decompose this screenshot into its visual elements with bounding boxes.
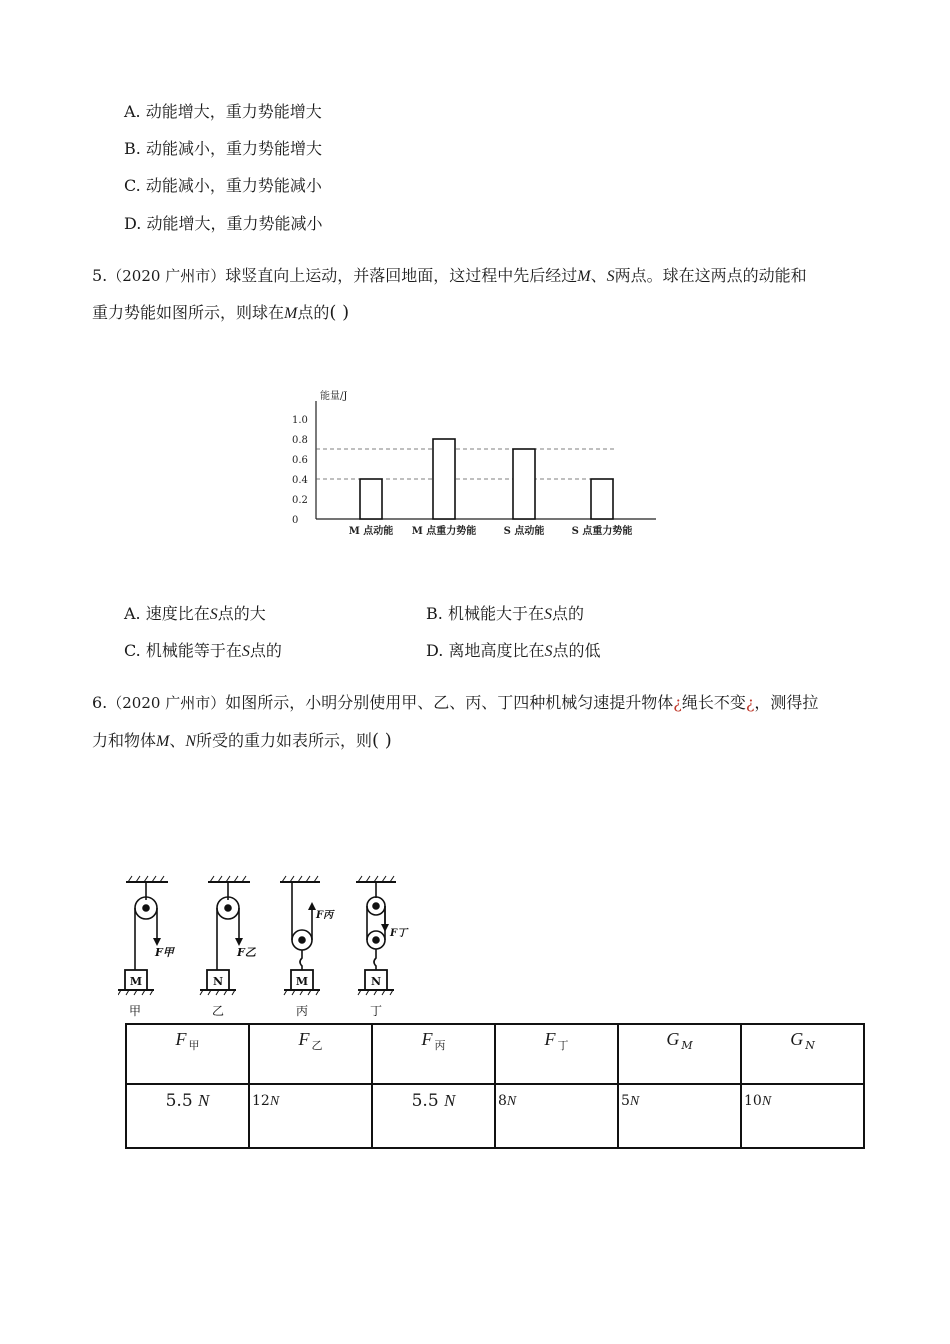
bar bbox=[433, 439, 455, 519]
x-category-label: S 点重力势能 bbox=[571, 526, 633, 537]
machine-label: 丁 bbox=[369, 1004, 383, 1018]
force-label: F甲 bbox=[155, 946, 174, 959]
table-cell: 5.5 N bbox=[372, 1084, 495, 1148]
machine-bing bbox=[280, 876, 335, 1018]
table-header-cell: G $_M$ bbox=[618, 1024, 741, 1084]
option-c: C. 动能减小，重力势能减小 bbox=[124, 176, 322, 195]
force-weight-table bbox=[125, 1023, 865, 1149]
answer-paren: ( ) bbox=[372, 730, 392, 751]
y-tick-label: 0.8 bbox=[292, 435, 308, 446]
arrow-down-icon bbox=[235, 938, 243, 946]
table-cell: 12N bbox=[249, 1084, 372, 1148]
pulley-figure bbox=[118, 872, 418, 1022]
force-label: F乙 bbox=[237, 946, 256, 959]
table-header-cell: F $_丁$ bbox=[495, 1024, 618, 1084]
y-tick-label: 0.2 bbox=[292, 495, 308, 506]
y-tick-label: 0 bbox=[292, 515, 299, 526]
block-label: N bbox=[370, 975, 382, 988]
machine-label: 乙 bbox=[211, 1004, 225, 1018]
x-category-label: M 点重力势能 bbox=[411, 526, 477, 537]
bar bbox=[360, 479, 382, 519]
q6-stem-line2: 力和物体M、N所受的重力如表所示，则( ) bbox=[92, 730, 392, 751]
q5-stem-line1: 5.（2020 广州市）球竖直向上运动，并落回地面，这过程中先后经过M、S两点。球在这两点的动能和 bbox=[92, 266, 807, 285]
block-label: N bbox=[212, 975, 224, 988]
energy-bar-chart bbox=[270, 380, 670, 550]
block-label: M bbox=[129, 975, 143, 988]
y-tick-label: 0.4 bbox=[292, 475, 308, 486]
table-header-cell: F $_丙$ bbox=[372, 1024, 495, 1084]
table-header-cell: F $_甲$ bbox=[126, 1024, 249, 1084]
table-cell: 10N bbox=[741, 1084, 864, 1148]
table-header-row bbox=[126, 1024, 864, 1084]
q6-source: （2020 广州市） bbox=[107, 694, 226, 712]
q5-option-d: D. 离地高度比在S点的低 bbox=[426, 641, 601, 660]
y-tick-label: 1.0 bbox=[292, 415, 308, 426]
q5-stem-line2: 重力势能如图所示，则球在M点的( ) bbox=[92, 302, 350, 323]
table-cell: 5.5 N bbox=[126, 1084, 249, 1148]
force-label: F丁 bbox=[390, 928, 408, 939]
force-label: F丙 bbox=[316, 910, 334, 921]
y-tick-label: 0.6 bbox=[292, 455, 308, 466]
q5-number: 5. bbox=[92, 266, 108, 285]
option-a: A. 动能增大，重力势能增大 bbox=[124, 102, 322, 121]
machine-label: 丙 bbox=[295, 1004, 309, 1018]
table-header-cell: G $_N$ bbox=[741, 1024, 864, 1084]
machine-jia bbox=[118, 876, 176, 1018]
x-category-label: M 点动能 bbox=[348, 526, 394, 537]
option-d: D. 动能增大，重力势能减小 bbox=[124, 214, 323, 233]
q5-option-a: A. 速度比在S点的大 bbox=[124, 604, 266, 623]
x-category-label: S 点动能 bbox=[503, 526, 545, 537]
y-axis-label: 能量/J bbox=[320, 391, 348, 402]
bar bbox=[591, 479, 613, 519]
q5-source: （2020 广州市） bbox=[107, 267, 226, 285]
machine-ding bbox=[356, 876, 409, 1018]
q5-option-c: C. 机械能等于在S点的 bbox=[124, 641, 282, 660]
q6-stem-line1: 6.（2020 广州市）如图所示，小明分别使用甲、乙、丙、丁四种机械匀速提升物体¿绳长不变¿，测得拉 bbox=[92, 693, 819, 712]
q5-option-b: B. 机械能大于在S点的 bbox=[426, 604, 584, 623]
option-b: B. 动能减小，重力势能增大 bbox=[124, 139, 322, 158]
table-row bbox=[126, 1084, 864, 1148]
arrow-up-icon bbox=[308, 902, 316, 910]
table-cell: 8N bbox=[495, 1084, 618, 1148]
machine-yi bbox=[200, 876, 257, 1018]
machine-label: 甲 bbox=[128, 1004, 142, 1018]
q6-number: 6. bbox=[92, 693, 108, 712]
arrow-down-icon bbox=[153, 938, 161, 946]
table-cell: 5N bbox=[618, 1084, 741, 1148]
arrow-down-icon bbox=[381, 924, 389, 932]
bar bbox=[513, 449, 535, 519]
answer-paren: ( ) bbox=[329, 302, 350, 323]
block-label: M bbox=[295, 975, 309, 988]
table-header-cell: F $_乙$ bbox=[249, 1024, 372, 1084]
